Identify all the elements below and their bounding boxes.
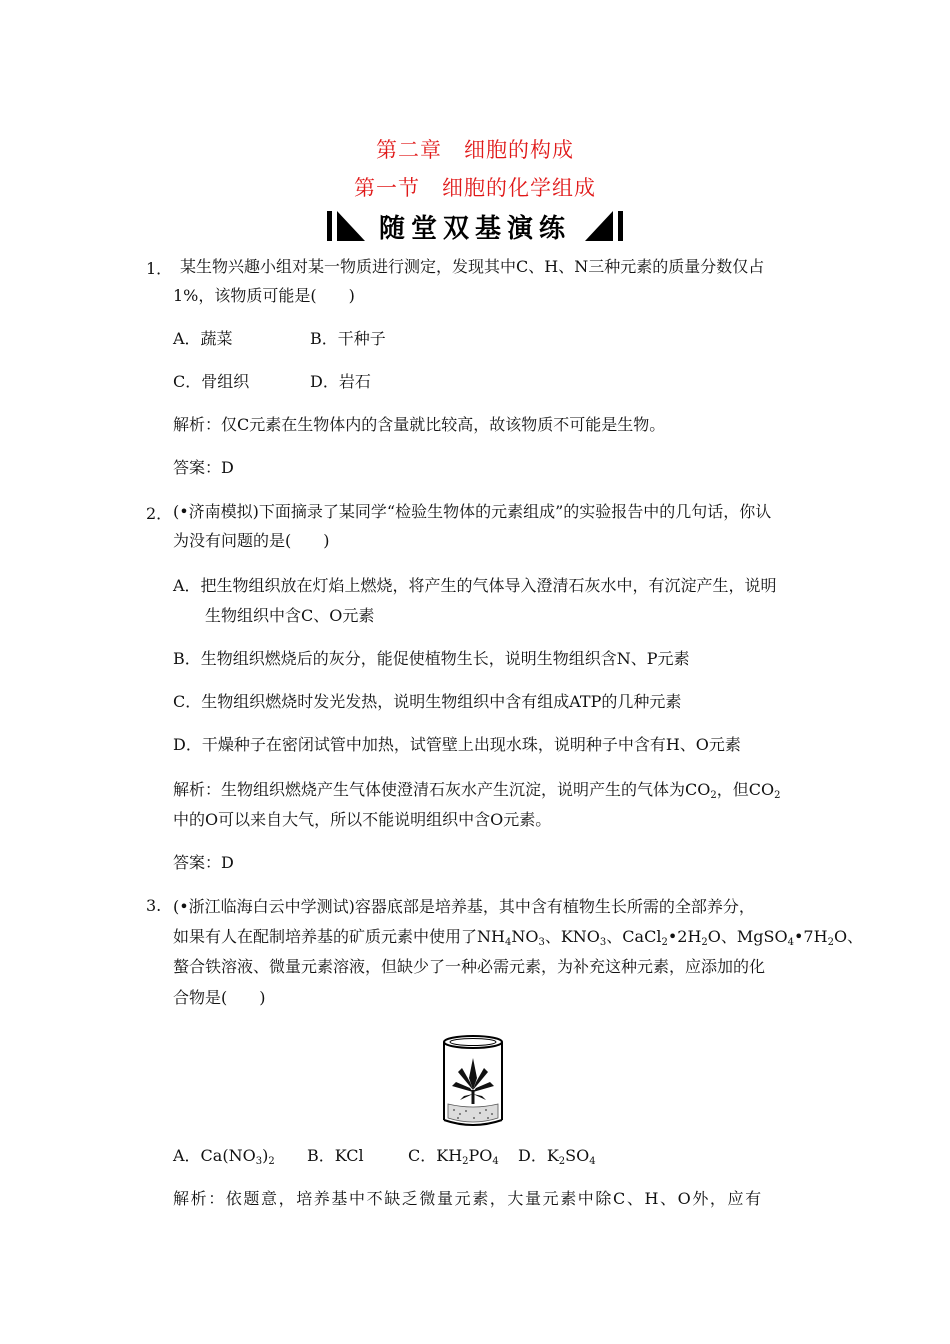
q3-text: NO — [511, 927, 539, 946]
chapter-title: 第二章 细胞的构成 — [376, 138, 574, 162]
q2-option-a-line2: 生物组织中含C、O元素 — [205, 606, 375, 625]
subscript: 4 — [589, 1156, 596, 1167]
plant-jar-illustration — [440, 1034, 506, 1130]
subscript: 2 — [827, 937, 834, 948]
subscript: 2 — [701, 937, 708, 948]
q2-analysis-line2: 中的O可以来自大气，所以不能说明组织中含O元素。 — [173, 810, 552, 829]
q2-analysis-text-a: 解析：生物组织燃烧产生气体使澄清石灰水产生沉淀，说明产生的气体为CO — [173, 780, 711, 799]
banner-left-ornament-icon — [325, 209, 367, 243]
subscript: 3 — [255, 1156, 263, 1167]
q2-option-c: C．生物组织燃烧时发光发热，说明生物组织中含有组成ATP的几种元素 — [173, 692, 682, 711]
q2-option-b: B．生物组织燃烧后的灰分，能促使植物生长，说明生物组织含N、P元素 — [173, 649, 690, 668]
q1-stem-line1: 某生物兴趣小组对某一物质进行测定，发现其中C、H、N三种元素的质量分数仅占 — [180, 257, 765, 276]
q3-text: •2H — [667, 927, 702, 946]
q3-stem-line2 — [173, 926, 863, 948]
q3-option-d-text: SO — [565, 1146, 590, 1165]
q2-option-d: D．干燥种子在密闭试管中加热，试管壁上出现水珠，说明种子中含有H、O元素 — [173, 735, 741, 754]
banner-title: 随堂双基演练 — [378, 213, 571, 244]
q3-option-a-text: ) — [262, 1146, 269, 1165]
q3-option-b: B．KCl — [307, 1146, 364, 1165]
q3-option-c-text: C．KH — [408, 1146, 463, 1165]
q2-answer: 答案：D — [173, 853, 234, 872]
q3-text: O、MgSO — [707, 927, 788, 946]
q2-analysis-line1 — [173, 779, 781, 801]
q2-option-a-line1: A．把生物组织放在灯焰上燃烧，将产生的气体导入澄清石灰水中，有沉淀产生，说明 — [173, 576, 777, 595]
subscript: 2 — [661, 937, 668, 948]
q2-analysis-text-b: ，但CO — [716, 780, 775, 799]
q3-option-d — [518, 1145, 596, 1167]
subscript: 3 — [599, 937, 607, 948]
question-number-1: 1． — [146, 259, 173, 278]
q3-text: 、CaCl — [606, 927, 662, 946]
q3-option-a-text: A．Ca(NO — [173, 1146, 256, 1165]
q2-stem-line1: (•济南模拟)下面摘录了某同学“检验生物体的元素组成”的实验报告中的几句话，你认 — [173, 502, 772, 521]
q3-option-c — [408, 1145, 499, 1167]
subscript: 2 — [462, 1156, 469, 1167]
q1-analysis: 解析：仅C元素在生物体内的含量就比较高，故该物质不可能是生物。 — [173, 415, 666, 434]
q3-text: •7H — [793, 927, 828, 946]
q1-option-b: B．干种子 — [310, 329, 386, 348]
q2-stem-line2: 为没有问题的是( ) — [173, 531, 330, 550]
q1-option-a: A．蔬菜 — [173, 329, 233, 348]
q3-text: 如果有人在配制培养基的矿质元素中使用了NH — [173, 927, 505, 946]
q3-text: 、KNO — [544, 927, 600, 946]
q1-option-c: C．骨组织 — [173, 372, 250, 391]
banner-right-ornament-icon — [583, 209, 625, 243]
q1-option-d: D．岩石 — [310, 372, 371, 391]
q3-stem-line1: (•浙江临海白云中学测试)容器底部是培养基，其中含有植物生长所需的全部养分， — [173, 897, 755, 916]
q1-answer: 答案：D — [173, 458, 234, 477]
subscript: 2 — [558, 1156, 566, 1167]
subscript: 2 — [774, 790, 781, 801]
q3-analysis: 解析：依题意，培养基中不缺乏微量元素，大量元素中除C、H、O外，应有 — [173, 1189, 763, 1208]
subscript: 3 — [538, 937, 545, 948]
q3-text: O、 — [833, 927, 864, 946]
q3-option-a — [173, 1145, 275, 1167]
section-banner — [0, 208, 950, 244]
q3-stem-line3: 螯合铁溶液、微量元素溶液，但缺少了一种必需元素，为补充这种元素，应添加的化 — [173, 957, 766, 976]
question-number-3: 3. — [146, 896, 162, 915]
q1-stem-line2: 1%，该物质可能是( ) — [173, 286, 355, 305]
q3-option-c-text: PO — [468, 1146, 493, 1165]
subscript: 2 — [268, 1156, 275, 1167]
q3-option-d-text: D．K — [518, 1146, 559, 1165]
section-title: 第一节 细胞的化学组成 — [354, 176, 596, 200]
question-number-2: 2． — [146, 504, 173, 523]
q3-stem-line4: 合物是( ) — [173, 988, 266, 1007]
subscript: 2 — [710, 790, 717, 801]
subscript: 4 — [787, 937, 794, 948]
subscript: 4 — [504, 937, 512, 948]
subscript: 4 — [492, 1156, 499, 1167]
